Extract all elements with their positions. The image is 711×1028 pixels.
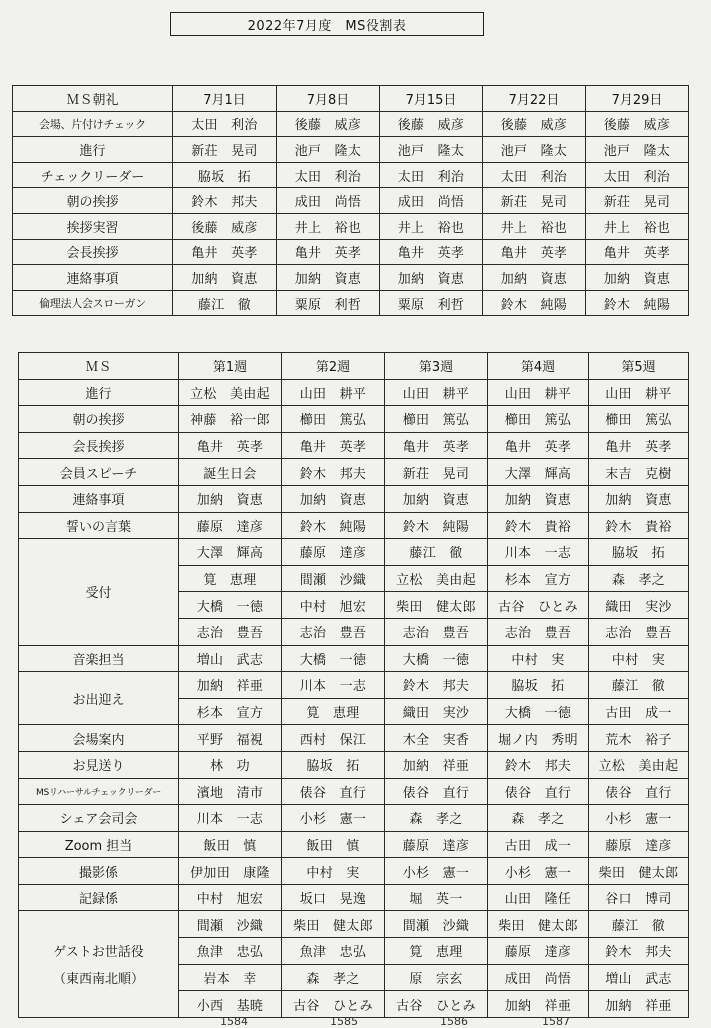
- assignee-cell: 森 孝之: [385, 805, 488, 832]
- role-label: [19, 672, 179, 725]
- table-title-cell: ＭＳ: [19, 353, 179, 380]
- assignee-cell: 鈴木 純陽: [282, 512, 385, 539]
- role-label: チェックリーダー: [13, 162, 173, 188]
- assignee-cell: 井上 裕也: [277, 213, 380, 239]
- assignee-cell: 鈴木 貴裕: [488, 512, 589, 539]
- assignee-cell: 森 孝之: [589, 565, 689, 592]
- assignee-cell: 脇坂 拓: [173, 162, 277, 188]
- assignee-cell: 末吉 克樹: [589, 459, 689, 486]
- assignee-cell: 井上 裕也: [483, 213, 586, 239]
- assignee-cell: 亀井 英孝: [385, 432, 488, 459]
- assignee-cell: 中村 実: [488, 645, 589, 672]
- assignee-cell: 俵谷 直行: [385, 778, 488, 805]
- assignee-cell: 森 孝之: [488, 805, 589, 832]
- assignee-cell: 木全 実香: [385, 725, 488, 752]
- date-header-cell: 7月22日: [483, 86, 586, 112]
- assignee-cell: 加納 祥亜: [488, 991, 589, 1018]
- assignee-cell: 志治 豊吾: [589, 618, 689, 645]
- assignee-cell: 志治 豊吾: [488, 618, 589, 645]
- table-row: [13, 188, 689, 214]
- ms-roles-table: [18, 352, 689, 1018]
- assignee-cell: 柴田 健太郎: [282, 911, 385, 938]
- role-label: 連絡事項: [13, 265, 173, 291]
- table-row: [19, 778, 689, 805]
- assignee-cell: 加納 祥亜: [179, 672, 282, 699]
- assignee-cell: 筧 恵理: [282, 698, 385, 725]
- role-label: [19, 911, 179, 1017]
- table-row: [19, 645, 689, 672]
- assignee-cell: 古田 成一: [488, 831, 589, 858]
- assignee-cell: 成田 尚悟: [277, 188, 380, 214]
- table-row: [19, 539, 689, 566]
- role-label: 朝の挨拶: [13, 188, 173, 214]
- assignee-cell: 柴田 健太郎: [488, 911, 589, 938]
- assignee-cell: 大澤 輝高: [488, 459, 589, 486]
- table-row: [19, 485, 689, 512]
- assignee-cell: 櫛田 篤弘: [385, 406, 488, 433]
- assignee-cell: 後藤 威彦: [586, 111, 689, 137]
- assignee-cell: 加納 資恵: [173, 265, 277, 291]
- assignee-cell: 鈴木 純陽: [385, 512, 488, 539]
- assignee-cell: 大橋 一徳: [282, 645, 385, 672]
- assignee-cell: 藤江 徹: [589, 672, 689, 699]
- week-header-cell: 第4週: [488, 353, 589, 380]
- assignee-cell: 古谷 ひとみ: [488, 592, 589, 619]
- assignee-cell: 亀井 英孝: [173, 239, 277, 265]
- table-row: [19, 459, 689, 486]
- assignee-cell: 成田 尚悟: [488, 964, 589, 991]
- assignee-cell: 山田 耕平: [488, 379, 589, 406]
- assignee-cell: 山田 耕平: [589, 379, 689, 406]
- table-row: [19, 432, 689, 459]
- assignee-cell: 太田 利治: [173, 111, 277, 137]
- assignee-cell: 俵谷 直行: [589, 778, 689, 805]
- assignee-cell: 神藤 裕一郎: [179, 406, 282, 433]
- assignee-cell: 池戸 隆太: [277, 137, 380, 163]
- assignee-cell: 堀ノ内 秀明: [488, 725, 589, 752]
- table-row: [19, 406, 689, 433]
- assignee-cell: 櫛田 篤弘: [488, 406, 589, 433]
- week-header-cell: 第5週: [589, 353, 689, 380]
- table-row: [19, 751, 689, 778]
- assignee-cell: 増山 武志: [589, 964, 689, 991]
- assignee-cell: 平野 福視: [179, 725, 282, 752]
- table-row: [13, 162, 689, 188]
- role-label: 挨拶実習: [13, 213, 173, 239]
- assignee-cell: 大橋 一徳: [385, 645, 488, 672]
- assignee-cell: 西村 保江: [282, 725, 385, 752]
- assignee-cell: 山田 耕平: [282, 379, 385, 406]
- week-header-cell: 第1週: [179, 353, 282, 380]
- table-row: [13, 290, 689, 316]
- date-header-cell: 7月1日: [173, 86, 277, 112]
- assignee-cell: 加納 資恵: [488, 485, 589, 512]
- assignee-cell: 亀井 英孝: [586, 239, 689, 265]
- date-header-cell: 7月15日: [380, 86, 483, 112]
- assignee-cell: 加納 資恵: [385, 485, 488, 512]
- assignee-cell: 間瀬 沙織: [179, 911, 282, 938]
- assignee-cell: 山田 隆任: [488, 884, 589, 911]
- assignee-cell: 山田 耕平: [385, 379, 488, 406]
- assignee-cell: 坂口 晃逸: [282, 884, 385, 911]
- assignee-cell: 立松 美由起: [589, 751, 689, 778]
- assignee-cell: 古谷 ひとみ: [282, 991, 385, 1018]
- table-row: [19, 725, 689, 752]
- assignee-cell: 脇坂 拓: [488, 672, 589, 699]
- assignee-cell: 川本 一志: [282, 672, 385, 699]
- assignee-cell: 大橋 一徳: [179, 592, 282, 619]
- assignee-cell: 粟原 利哲: [277, 290, 380, 316]
- assignee-cell: 鈴木 邦夫: [589, 938, 689, 965]
- table-row: [19, 831, 689, 858]
- assignee-cell: 大澤 輝高: [179, 539, 282, 566]
- assignee-cell: 鈴木 純陽: [483, 290, 586, 316]
- role-label: [19, 778, 179, 805]
- assignee-cell: 間瀬 沙織: [385, 911, 488, 938]
- assignee-cell: 小杉 憲一: [385, 858, 488, 885]
- assignee-cell: 鈴木 邦夫: [173, 188, 277, 214]
- assignee-cell: 加納 資恵: [380, 265, 483, 291]
- assignee-cell: 加納 資恵: [483, 265, 586, 291]
- assignee-cell: 荒木 裕子: [589, 725, 689, 752]
- assignee-cell: 脇坂 拓: [589, 539, 689, 566]
- table-row: [19, 911, 689, 938]
- assignee-cell: 大橋 一徳: [488, 698, 589, 725]
- role-label: 会長挨拶: [13, 239, 173, 265]
- assignee-cell: 原 宗玄: [385, 964, 488, 991]
- table-row: [19, 858, 689, 885]
- role-label: 進行: [13, 137, 173, 163]
- role-label: [19, 725, 179, 752]
- assignee-cell: 織田 実沙: [589, 592, 689, 619]
- assignee-cell: 中村 実: [589, 645, 689, 672]
- role-label: [19, 645, 179, 672]
- assignee-cell: 魚津 忠弘: [282, 938, 385, 965]
- footer-number: 1585: [330, 1015, 358, 1028]
- footer-number: 1587: [542, 1015, 570, 1028]
- assignee-cell: 太田 利治: [483, 162, 586, 188]
- assignee-cell: 太田 利治: [586, 162, 689, 188]
- assignee-cell: 中村 旭宏: [179, 884, 282, 911]
- assignee-cell: 加納 祥亜: [385, 751, 488, 778]
- assignee-cell: 古田 成一: [589, 698, 689, 725]
- role-label-text: お出迎え: [72, 692, 125, 708]
- role-label: [19, 379, 179, 406]
- role-label: [19, 485, 179, 512]
- header-row: [19, 353, 689, 380]
- assignee-cell: 藤江 徹: [173, 290, 277, 316]
- assignee-cell: 杉本 宣方: [179, 698, 282, 725]
- assignee-cell: 後藤 威彦: [173, 213, 277, 239]
- assignee-cell: 増山 武志: [179, 645, 282, 672]
- assignee-cell: 井上 裕也: [586, 213, 689, 239]
- assignee-cell: 藤原 達彦: [385, 831, 488, 858]
- role-label: [19, 751, 179, 778]
- assignee-cell: 加納 祥亜: [589, 991, 689, 1018]
- role-label-text: 連絡事項: [72, 493, 125, 509]
- footer-number: 1586: [440, 1015, 468, 1028]
- assignee-cell: 加納 資恵: [282, 485, 385, 512]
- assignee-cell: 鈴木 邦夫: [385, 672, 488, 699]
- role-label-text: 誓いの言葉: [65, 519, 131, 535]
- assignee-cell: 中村 旭宏: [282, 592, 385, 619]
- role-label: [19, 512, 179, 539]
- assignee-cell: 池戸 隆太: [380, 137, 483, 163]
- week-header-cell: 第2週: [282, 353, 385, 380]
- role-label-text: 記録係: [78, 892, 118, 908]
- role-label: [19, 459, 179, 486]
- table-row: [19, 379, 689, 406]
- page-title: 2022年7月度 MS役割表: [170, 12, 484, 36]
- role-label: [19, 831, 179, 858]
- assignee-cell: 櫛田 篤弘: [282, 406, 385, 433]
- assignee-cell: 森 孝之: [282, 964, 385, 991]
- assignee-cell: 飯田 慎: [179, 831, 282, 858]
- assignee-cell: 誕生日会: [179, 459, 282, 486]
- assignee-cell: 飯田 慎: [282, 831, 385, 858]
- assignee-cell: 小西 基暁: [179, 991, 282, 1018]
- role-label-text: 進行: [85, 386, 112, 402]
- role-label-text: Zoom 担当: [64, 838, 133, 854]
- assignee-cell: 岩本 幸: [179, 964, 282, 991]
- assignee-cell: 中村 実: [282, 858, 385, 885]
- assignee-cell: 太田 利治: [380, 162, 483, 188]
- assignee-cell: 亀井 英孝: [380, 239, 483, 265]
- assignee-cell: 亀井 英孝: [488, 432, 589, 459]
- assignee-cell: 鈴木 純陽: [586, 290, 689, 316]
- assignee-cell: 亀井 英孝: [277, 239, 380, 265]
- role-label: [19, 406, 179, 433]
- assignee-cell: 粟原 利哲: [380, 290, 483, 316]
- assignee-cell: 亀井 英孝: [483, 239, 586, 265]
- header-row: [13, 86, 689, 112]
- assignee-cell: 亀井 英孝: [282, 432, 385, 459]
- assignee-cell: 志治 豊吾: [282, 618, 385, 645]
- role-label-text: ゲストお世話役: [53, 945, 144, 961]
- assignee-cell: 藤原 達彦: [488, 938, 589, 965]
- assignee-cell: 太田 利治: [277, 162, 380, 188]
- assignee-cell: 新荘 晃司: [483, 188, 586, 214]
- footer-numbers: [12, 1015, 702, 1027]
- assignee-cell: 加納 資恵: [179, 485, 282, 512]
- assignee-cell: 柴田 健太郎: [589, 858, 689, 885]
- role-label-text: シェア会司会: [59, 812, 138, 828]
- assignee-cell: 立松 美由起: [385, 565, 488, 592]
- assignee-cell: 池戸 隆太: [483, 137, 586, 163]
- assignee-cell: 川本 一志: [488, 539, 589, 566]
- assignee-cell: 鈴木 貴裕: [589, 512, 689, 539]
- role-label: [19, 539, 179, 645]
- assignee-cell: 藤原 達彦: [589, 831, 689, 858]
- assignee-cell: 志治 豊吾: [179, 618, 282, 645]
- assignee-cell: 後藤 威彦: [380, 111, 483, 137]
- role-label-text: MSリハーサルチェックリーダー: [36, 787, 161, 798]
- role-label-text: 会場案内: [72, 732, 125, 748]
- assignee-cell: 池戸 隆太: [586, 137, 689, 163]
- role-label: 倫理法人会スローガン: [13, 290, 173, 316]
- role-label: [19, 884, 179, 911]
- assignee-cell: 成田 尚悟: [380, 188, 483, 214]
- assignee-cell: 間瀬 沙織: [282, 565, 385, 592]
- assignee-cell: 魚津 忠弘: [179, 938, 282, 965]
- role-label: [19, 858, 179, 885]
- assignee-cell: 筧 恵理: [179, 565, 282, 592]
- date-header-cell: 7月8日: [277, 86, 380, 112]
- role-label-text: 朝の挨拶: [72, 413, 125, 429]
- table-row: [13, 239, 689, 265]
- assignee-cell: 藤江 徹: [385, 539, 488, 566]
- assignee-cell: 柴田 健太郎: [385, 592, 488, 619]
- assignee-cell: 亀井 英孝: [589, 432, 689, 459]
- table-row: [13, 265, 689, 291]
- role-label-text: 会長挨拶: [72, 440, 125, 456]
- assignee-cell: 新荘 晃司: [385, 459, 488, 486]
- role-label: [19, 432, 179, 459]
- table-row: [19, 805, 689, 832]
- assignee-cell: 加納 資恵: [277, 265, 380, 291]
- role-label-text: 受付: [85, 586, 112, 602]
- assignee-cell: 小杉 憲一: [282, 805, 385, 832]
- assignee-cell: 筧 恵理: [385, 938, 488, 965]
- assignee-cell: 藤原 達彦: [282, 539, 385, 566]
- assignee-cell: 谷口 博司: [589, 884, 689, 911]
- assignee-cell: 藤原 達彦: [179, 512, 282, 539]
- table-row: [13, 111, 689, 137]
- assignee-cell: 新荘 晃司: [586, 188, 689, 214]
- role-label-note: （東西南北順）: [52, 972, 144, 988]
- table-row: [13, 137, 689, 163]
- assignee-cell: 小杉 憲一: [488, 858, 589, 885]
- assignee-cell: 林 功: [179, 751, 282, 778]
- assignee-cell: 鈴木 邦夫: [282, 459, 385, 486]
- assignee-cell: 櫛田 篤弘: [589, 406, 689, 433]
- table-row: [13, 213, 689, 239]
- morning-meeting-table: [12, 85, 689, 316]
- table-row: [19, 884, 689, 911]
- assignee-cell: 俵谷 直行: [488, 778, 589, 805]
- assignee-cell: 小杉 憲一: [589, 805, 689, 832]
- assignee-cell: 俵谷 直行: [282, 778, 385, 805]
- assignee-cell: 後藤 威彦: [277, 111, 380, 137]
- assignee-cell: 古谷 ひとみ: [385, 991, 488, 1018]
- assignee-cell: 井上 裕也: [380, 213, 483, 239]
- assignee-cell: 伊加田 康隆: [179, 858, 282, 885]
- role-label-text: 会員スピーチ: [59, 466, 138, 482]
- table-row: [19, 512, 689, 539]
- assignee-cell: 新荘 晃司: [173, 137, 277, 163]
- assignee-cell: 後藤 威彦: [483, 111, 586, 137]
- assignee-cell: 織田 実沙: [385, 698, 488, 725]
- role-label: 会場、片付けチェック: [13, 111, 173, 137]
- role-label-text: 音楽担当: [72, 652, 125, 668]
- assignee-cell: 脇坂 拓: [282, 751, 385, 778]
- week-header-cell: 第3週: [385, 353, 488, 380]
- assignee-cell: 川本 一志: [179, 805, 282, 832]
- assignee-cell: 堀 英一: [385, 884, 488, 911]
- role-label: [19, 805, 179, 832]
- assignee-cell: 加納 資恵: [589, 485, 689, 512]
- table-row: [19, 672, 689, 699]
- role-label-text: お見送り: [72, 759, 125, 775]
- assignee-cell: 加納 資恵: [586, 265, 689, 291]
- role-label-text: 撮影係: [78, 865, 118, 881]
- assignee-cell: 杉本 宣方: [488, 565, 589, 592]
- table-title-cell: ＭＳ朝礼: [13, 86, 173, 112]
- date-header-cell: 7月29日: [586, 86, 689, 112]
- assignee-cell: 志治 豊吾: [385, 618, 488, 645]
- footer-number: 1584: [220, 1015, 248, 1028]
- assignee-cell: 藤江 徹: [589, 911, 689, 938]
- assignee-cell: 亀井 英孝: [179, 432, 282, 459]
- assignee-cell: 鈴木 邦夫: [488, 751, 589, 778]
- assignee-cell: 濱地 清市: [179, 778, 282, 805]
- assignee-cell: 立松 美由起: [179, 379, 282, 406]
